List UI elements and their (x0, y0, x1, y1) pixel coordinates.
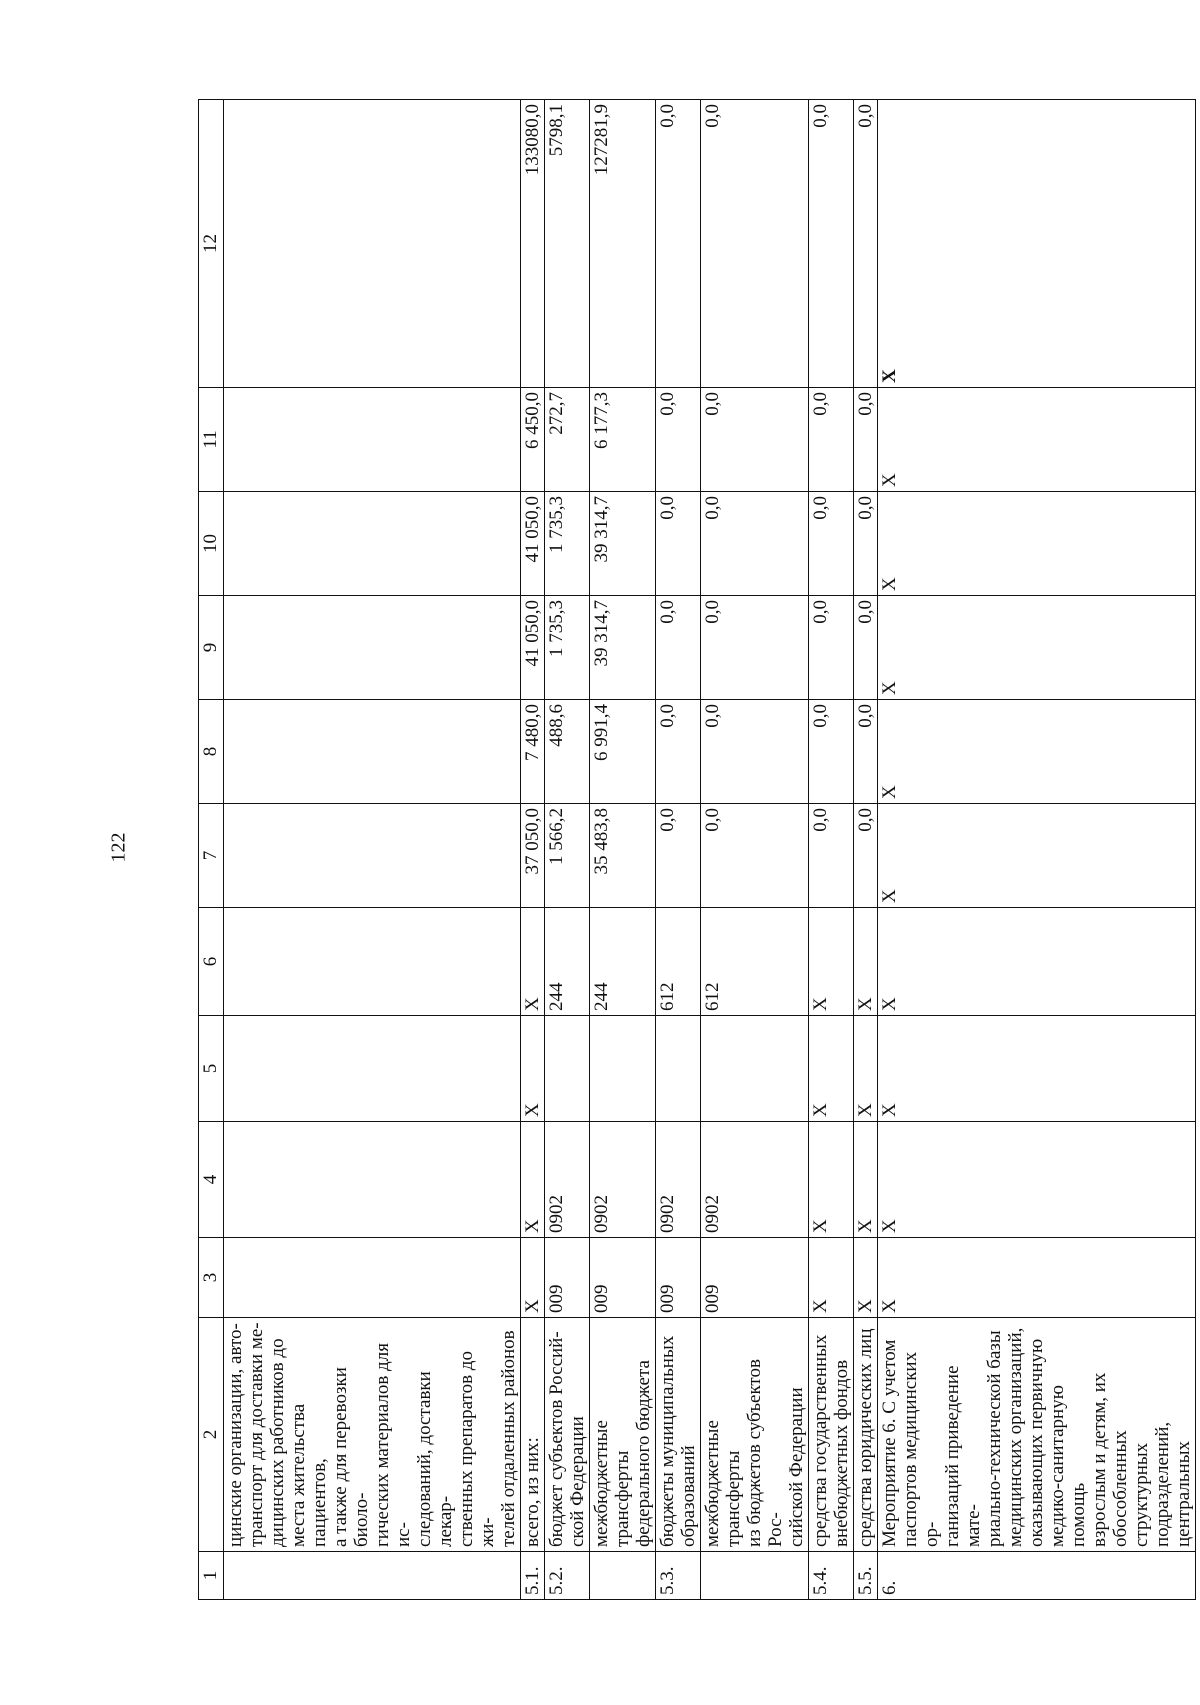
cell: 0,0 (809, 804, 854, 908)
cell: 6 177,3 (590, 388, 656, 492)
cell (224, 388, 521, 492)
cell: X (809, 1238, 854, 1318)
cell: X (854, 908, 878, 1016)
cell: 009 (545, 1238, 590, 1318)
row-index (701, 1552, 809, 1600)
cell: 0,0 (854, 804, 878, 908)
cell: X (854, 1122, 878, 1238)
row-index: 6. (878, 1552, 1196, 1600)
row-index: 5.5. (854, 1552, 878, 1600)
cell: X (878, 492, 1196, 596)
column-number: 3 (199, 1238, 224, 1318)
cell: 5798,1 (545, 100, 590, 388)
cell (224, 700, 521, 804)
cell: 0,0 (854, 700, 878, 804)
cell: 35 483,8 (590, 804, 656, 908)
table-row (809, 100, 854, 1600)
rotated-page-content (198, 100, 1194, 1600)
cell: X (878, 1122, 1196, 1238)
cell: 39 314,7 (590, 596, 656, 700)
cell: 37 050,0 (521, 804, 545, 908)
cell: 0,0 (809, 700, 854, 804)
cell: 0,0 (656, 596, 701, 700)
cell (224, 1016, 521, 1122)
cell: 0,0 (854, 596, 878, 700)
row-description: всего, из них: (521, 1318, 545, 1552)
cell: X (521, 1016, 545, 1122)
cell: 127281,9 (590, 100, 656, 388)
cell: X (809, 1122, 854, 1238)
column-number: 2 (199, 1318, 224, 1552)
table-row (701, 100, 809, 1600)
cell: 41 050,0 (521, 492, 545, 596)
table-row (656, 100, 701, 1600)
row-description: цинские организации, авто- транспорт для доставки ме- дицинских работников до места жительства пациентов, а также для перевозки биоло- гических материалов для ис- следований, доставки лекар- ственных препаратов до жи- телей отдаленных районов (224, 1318, 521, 1552)
cell: 0,0 (854, 388, 878, 492)
cell: 0,0 (701, 388, 809, 492)
cell: X (521, 1238, 545, 1318)
cell: X (878, 388, 1196, 492)
cell (224, 100, 521, 388)
cell: 272,7 (545, 388, 590, 492)
cell: X (878, 100, 1196, 388)
row-description: межбюджетные трансферты федерального бюджета (590, 1318, 656, 1552)
column-number: 12 (199, 100, 224, 388)
column-number: 1 (199, 1552, 224, 1600)
cell: 41 050,0 (521, 596, 545, 700)
cell (545, 1016, 590, 1122)
cell: 612 (701, 908, 809, 1016)
cell: X (878, 700, 1196, 804)
cell: X (878, 908, 1196, 1016)
cell: X (878, 804, 1196, 908)
cell: X (521, 908, 545, 1016)
cell: 1 566,2 (545, 804, 590, 908)
row-description: межбюджетные трансферты из бюджетов субъектов Рос- сийской Федерации (701, 1318, 809, 1552)
cell: 0902 (656, 1122, 701, 1238)
cell: 0,0 (701, 700, 809, 804)
column-number: 4 (199, 1122, 224, 1238)
cell: 0,0 (656, 804, 701, 908)
page-number-text: 122 (107, 832, 130, 862)
row-index: 5.2. (545, 1552, 590, 1600)
cell: 0902 (545, 1122, 590, 1238)
cell: 0,0 (701, 804, 809, 908)
column-number: 11 (199, 388, 224, 492)
column-number-row (199, 100, 224, 1600)
table-row (224, 100, 521, 1600)
row-description: бюджеты муниципальных образований (656, 1318, 701, 1552)
table-row (521, 100, 545, 1600)
column-number: 10 (199, 492, 224, 596)
row-description: Мероприятие 6. С учетом паспортов медицинских ор- ганизаций приведение мате- риально-технической базы медицинских организаций, оказывающих первичную медико-санитарную помощь взрослым и детям, их обособленных структурных подразделений, центральных (878, 1318, 1196, 1552)
cell: X (878, 1016, 1196, 1122)
budget-table (198, 99, 1196, 1600)
column-number: 7 (199, 804, 224, 908)
cell: 0,0 (701, 492, 809, 596)
cell: X (878, 1238, 1196, 1318)
cell: 0,0 (656, 388, 701, 492)
column-number: 9 (199, 596, 224, 700)
cell: 009 (656, 1238, 701, 1318)
cell (656, 1016, 701, 1122)
cell: 244 (590, 908, 656, 1016)
cell (701, 1016, 809, 1122)
cell: 0,0 (701, 596, 809, 700)
cell: 1 735,3 (545, 492, 590, 596)
cell: 0,0 (656, 492, 701, 596)
cell: 0,0 (809, 100, 854, 388)
row-index: 5.1. (521, 1552, 545, 1600)
cell (224, 1122, 521, 1238)
table-row (590, 100, 656, 1600)
cell: X (809, 908, 854, 1016)
cell: 612 (656, 908, 701, 1016)
cell: X (854, 1016, 878, 1122)
cell: 0,0 (854, 492, 878, 596)
cell: 0902 (701, 1122, 809, 1238)
cell: 133080,0 (521, 100, 545, 388)
row-index (590, 1552, 656, 1600)
column-number: 6 (199, 908, 224, 1016)
table-row (854, 100, 878, 1600)
cell (224, 596, 521, 700)
row-index: 5.4. (809, 1552, 854, 1600)
cell: 244 (545, 908, 590, 1016)
table-row (878, 100, 1196, 1600)
cell: 0902 (590, 1122, 656, 1238)
cell: X (854, 1238, 878, 1318)
cell: 0,0 (809, 596, 854, 700)
row-description: бюджет субъектов Россий- ской Федерации (545, 1318, 590, 1552)
cell: 6 991,4 (590, 700, 656, 804)
row-index (224, 1552, 521, 1600)
row-description: средства юридических лиц (854, 1318, 878, 1552)
cell (224, 804, 521, 908)
cell: 39 314,7 (590, 492, 656, 596)
column-number: 8 (199, 700, 224, 804)
cell: 0,0 (701, 100, 809, 388)
cell: 7 480,0 (521, 700, 545, 804)
cell: 0,0 (656, 100, 701, 388)
cell: 0,0 (656, 700, 701, 804)
cell: 0,0 (809, 492, 854, 596)
cell: X (809, 1016, 854, 1122)
row-description: средства государственных внебюджетных фондов (809, 1318, 854, 1552)
cell: 009 (701, 1238, 809, 1318)
cell: X (878, 596, 1196, 700)
cell (224, 1238, 521, 1318)
cell: 1 735,3 (545, 596, 590, 700)
cell (590, 1016, 656, 1122)
cell: 0,0 (854, 100, 878, 388)
row-index: 5.3. (656, 1552, 701, 1600)
column-number: 5 (199, 1016, 224, 1122)
cell: 6 450,0 (521, 388, 545, 492)
cell: 009 (590, 1238, 656, 1318)
cell (224, 492, 521, 596)
cell (224, 908, 521, 1016)
table-row (545, 100, 590, 1600)
cell: 0,0 (809, 388, 854, 492)
cell: X (521, 1122, 545, 1238)
cell: 488,6 (545, 700, 590, 804)
page-number (104, 822, 134, 872)
